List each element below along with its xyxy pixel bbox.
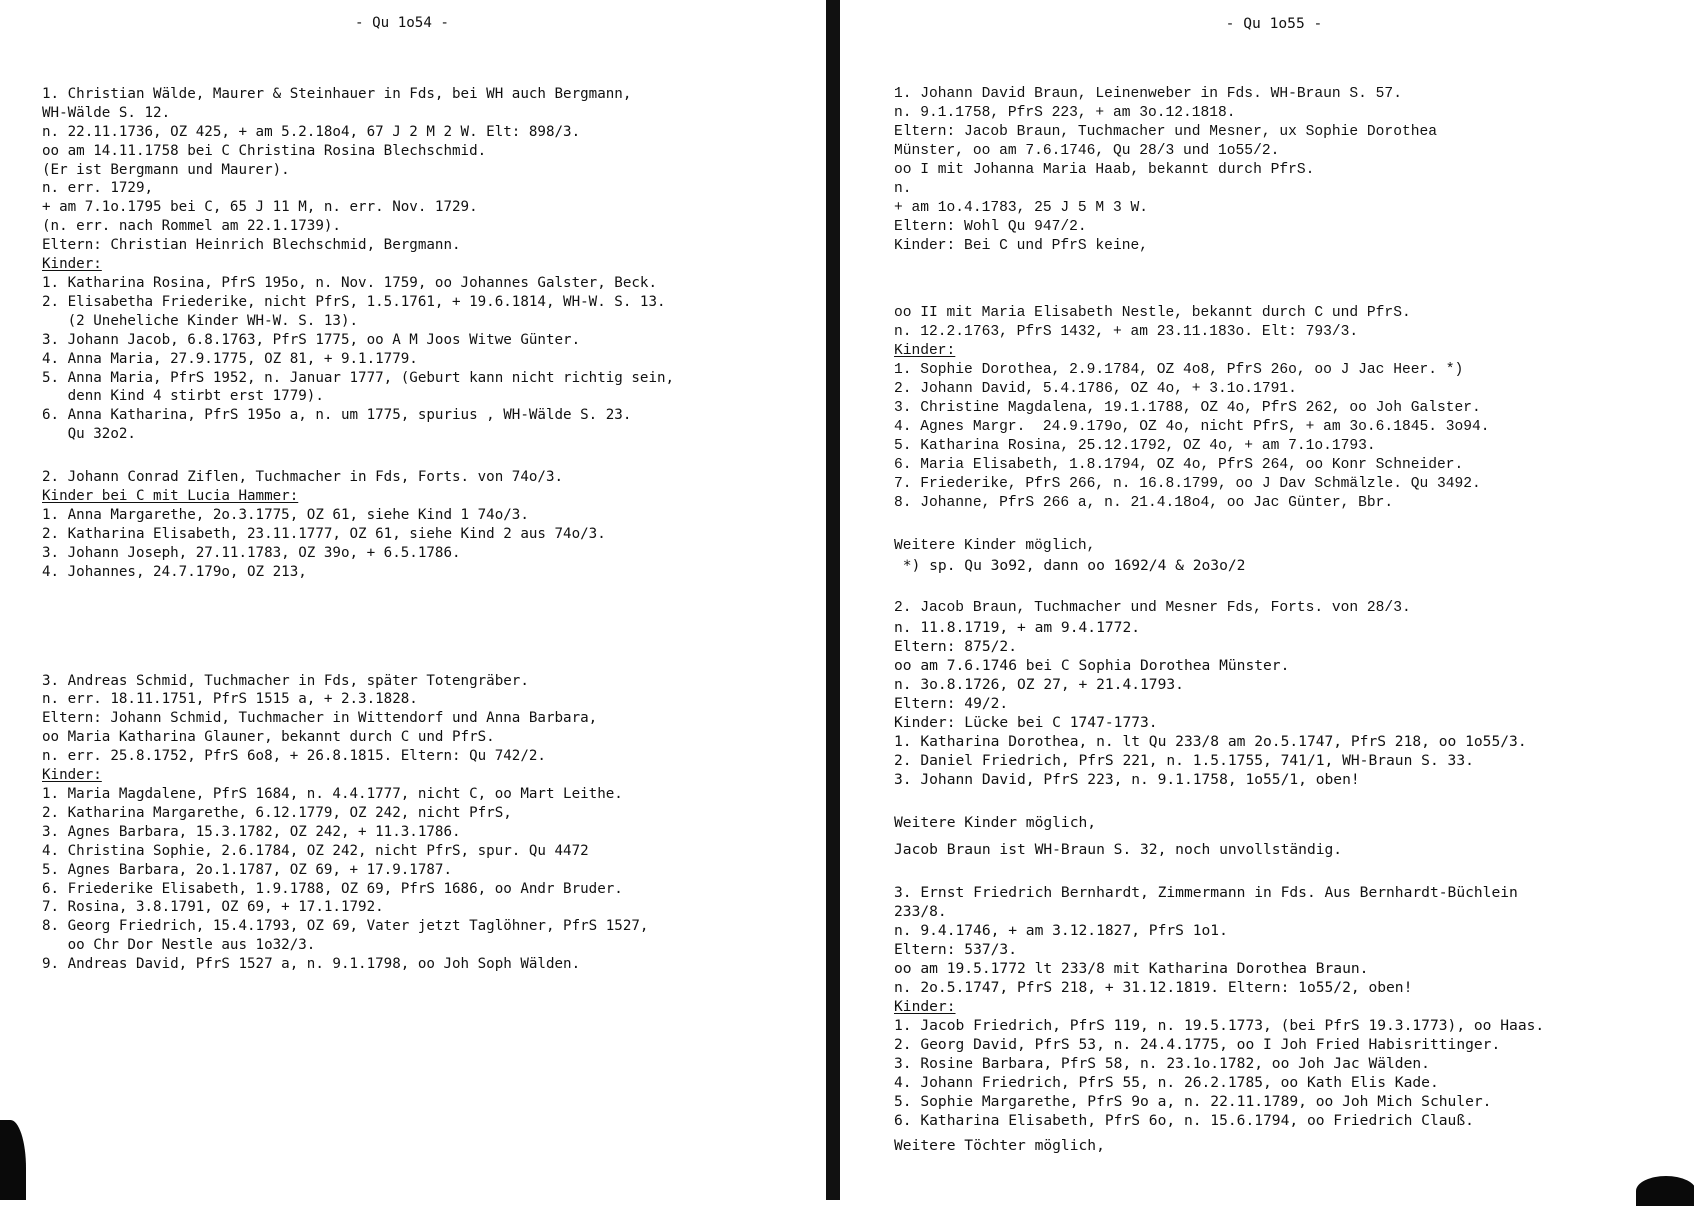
- text-line: (n. err. nach Rommel am 22.1.1739).: [42, 218, 341, 235]
- scan-shadow: [1636, 1176, 1694, 1206]
- child-line: 1. Katharina Rosina, PfrS 195o, n. Nov. 1759, oo Johannes Galster, Beck.: [42, 274, 657, 291]
- child-line: 6. Katharina Elisabeth, PfrS 6o, n. 15.6.1794, oo Friedrich Clauß.: [894, 1112, 1474, 1129]
- text-line: oo am 19.5.1772 lt 233/8 mit Katharina Dorothea Braun.: [894, 960, 1369, 977]
- entry-heading: 1. Christian Wälde, Maurer & Steinhauer in Fds, bei WH auch Bergmann,: [42, 85, 632, 102]
- text-line: n. 2o.5.1747, PfrS 218, + 31.12.1819. Eltern: 1o55/2, oben!: [894, 979, 1413, 996]
- child-line: 2. Johann David, 5.4.1786, OZ 4o, + 3.1o.1791.: [894, 381, 1297, 397]
- entry-heading: 2. Johann Conrad Ziflen, Tuchmacher in Fds, Forts. von 74o/3.: [42, 469, 564, 486]
- spacer: [42, 444, 826, 468]
- text-line: n. err. 25.8.1752, PfrS 6o8, + 26.8.1815. Eltern: Qu 742/2.: [42, 748, 546, 765]
- entry-1: [42, 85, 826, 444]
- footnote: *) sp. Qu 3o92, dann oo 1692/4 & 2o3o/2: [894, 557, 1246, 574]
- child-line: 6. Anna Katharina, PfrS 195o a, n. um 1775, spurius , WH-Wälde S. 23.: [42, 407, 632, 424]
- text-line: 233/8.: [894, 903, 947, 920]
- child-line: (2 Uneheliche Kinder WH-W. S. 13).: [42, 312, 359, 329]
- text-line: (Er ist Bergmann und Maurer).: [42, 161, 290, 178]
- text-line: n. 9.1.1758, PfrS 223, + am 3o.12.1818.: [894, 105, 1236, 121]
- entry-2: [894, 599, 1694, 618]
- text-line: Eltern: 49/2.: [894, 695, 1009, 712]
- child-line: 2. Daniel Friedrich, PfrS 221, n. 1.5.1755, 741/1, WH-Braun S. 33.: [894, 752, 1474, 769]
- spacer: [894, 832, 1694, 840]
- text-line: Eltern: 537/3.: [894, 941, 1018, 958]
- text-line: Weitere Kinder möglich,: [894, 538, 1096, 554]
- text-line: WH-Wälde S. 12.: [42, 104, 171, 121]
- text-line: n. err. 1729,: [42, 180, 154, 197]
- child-line: 2. Katharina Margarethe, 6.12.1779, OZ 242, nicht PfrS,: [42, 804, 512, 821]
- text-line: Eltern: 875/2.: [894, 638, 1018, 655]
- child-line: 5. Anna Maria, PfrS 1952, n. Januar 1777, (Geburt kann nicht richtig sein,: [42, 369, 675, 386]
- left-page: [0, 0, 826, 1200]
- kinder-label: Kinder bei C mit Lucia Hammer:: [42, 488, 299, 505]
- text-line: oo II mit Maria Elisabeth Nestle, bekannt durch C und PfrS.: [894, 305, 1411, 321]
- entry-3: [894, 883, 1694, 1155]
- child-line: 3. Agnes Barbara, 15.3.1782, OZ 242, + 11.3.1786.: [42, 823, 461, 840]
- child-line: 8. Georg Friedrich, 15.4.1793, OZ 69, Vater jetzt Taglöhner, PfrS 1527,: [42, 918, 649, 935]
- page-gutter: [826, 0, 840, 1200]
- child-line: 3. Johann Jacob, 6.8.1763, PfrS 1775, oo A M Joos Witwe Günter.: [42, 331, 581, 348]
- text-line: + am 7.1o.1795 bei C, 65 J 11 M, n. err. Nov. 1729.: [42, 199, 478, 216]
- child-line: 3. Johann Joseph, 27.11.1783, OZ 39o, + 6.5.1786.: [42, 544, 461, 561]
- text-line: Münster, oo am 7.6.1746, Qu 28/3 und 1o55/2.: [894, 143, 1280, 159]
- child-line: 4. Anna Maria, 27.9.1775, OZ 81, + 9.1.1779.: [42, 350, 418, 367]
- text-line: oo am 14.11.1758 bei C Christina Rosina Blechschmid.: [42, 142, 487, 159]
- child-line: Qu 32o2.: [42, 426, 136, 443]
- text-line: Eltern: Christian Heinrich Blechschmid, Bergmann.: [42, 237, 461, 254]
- child-line: 5. Katharina Rosina, 25.12.1792, OZ 4o, + am 7.1o.1793.: [894, 438, 1376, 454]
- text-line: n. 11.8.1719, + am 9.4.1772.: [894, 619, 1141, 636]
- child-line: 3. Rosine Barbara, PfrS 58, n. 23.1o.1782, oo Joh Jac Wälden.: [894, 1055, 1430, 1072]
- kinder-label: Kinder: Lücke bei C 1747-1773.: [894, 714, 1158, 731]
- entry-2-details: [894, 618, 1694, 883]
- child-line: 4. Johann Friedrich, PfrS 55, n. 26.2.1785, oo Kath Elis Kade.: [894, 1074, 1439, 1091]
- text-line: Eltern: Johann Schmid, Tuchmacher in Wittendorf und Anna Barbara,: [42, 710, 598, 727]
- child-line: 6. Friederike Elisabeth, 1.9.1788, OZ 69, PfrS 1686, oo Andr Bruder.: [42, 880, 623, 897]
- entry-heading: 3. Andreas Schmid, Tuchmacher in Fds, später Totengräber.: [42, 672, 529, 689]
- text-line: + am 1o.4.1783, 25 J 5 M 3 W.: [894, 200, 1148, 216]
- entry-heading: 3. Ernst Friedrich Bernhardt, Zimmermann in Fds. Aus Bernhardt-Büchlein: [894, 884, 1518, 901]
- spacer: [42, 582, 826, 630]
- text-line: n.: [894, 181, 912, 197]
- child-line: 1. Jacob Friedrich, PfrS 119, n. 19.5.1773, (bei PfrS 19.3.1773), oo Haas.: [894, 1017, 1545, 1034]
- child-line: 9. Andreas David, PfrS 1527 a, n. 9.1.1798, oo Joh Soph Wälden.: [42, 956, 581, 973]
- text-line: n. 22.11.1736, OZ 425, + am 5.2.18o4, 67 J 2 M 2 W. Elt: 898/3.: [42, 123, 581, 140]
- spacer: [42, 630, 826, 672]
- child-line: denn Kind 4 stirbt erst 1779).: [42, 388, 324, 405]
- text-line: n. 3o.8.1726, OZ 27, + 21.4.1793.: [894, 676, 1184, 693]
- child-line: 8. Johanne, PfrS 266 a, n. 21.4.18o4, oo Jac Günter, Bbr.: [894, 495, 1394, 511]
- child-line: 1. Sophie Dorothea, 2.9.1784, OZ 4o8, PfrS 26o, oo J Jac Heer. *): [894, 362, 1464, 378]
- text-line: oo I mit Johanna Maria Haab, bekannt durch PfrS.: [894, 162, 1315, 178]
- child-line: 1. Katharina Dorothea, n. lt Qu 233/8 am 2o.5.1747, PfrS 218, oo 1o55/3.: [894, 733, 1527, 750]
- page-number: - Qu 1o54 -: [355, 15, 449, 31]
- spacer: [894, 859, 1694, 883]
- child-line: 4. Johannes, 24.7.179o, OZ 213,: [42, 563, 307, 580]
- spacer: [894, 513, 1694, 537]
- child-line: 4. Christina Sophie, 2.6.1784, OZ 242, nicht PfrS, spur. Qu 4472: [42, 842, 589, 859]
- entry-3: [42, 672, 826, 975]
- child-line: 7. Friederike, PfrS 266, n. 16.8.1799, oo J Dav Schmälzle. Qu 3492.: [894, 476, 1481, 492]
- child-line: oo Chr Dor Nestle aus 1o32/3.: [42, 937, 316, 954]
- entry-1-marriage-2: [894, 304, 1694, 556]
- kinder-label: Kinder:: [894, 343, 956, 359]
- child-line: 1. Anna Margarethe, 2o.3.1775, OZ 61, siehe Kind 1 74o/3.: [42, 506, 529, 523]
- entry-heading: 1. Johann David Braun, Leinenweber in Fds. WH-Braun S. 57.: [894, 86, 1402, 102]
- text-line: oo Maria Katharina Glauner, bekannt durch C und PfrS.: [42, 729, 495, 746]
- spacer: [894, 575, 1694, 599]
- child-line: 2. Katharina Elisabeth, 23.11.1777, OZ 61, siehe Kind 2 aus 74o/3.: [42, 525, 606, 542]
- text-line: Eltern: Jacob Braun, Tuchmacher und Mesner, ux Sophie Dorothea: [894, 124, 1437, 140]
- page-number: - Qu 1o55 -: [1225, 15, 1323, 32]
- child-line: 3. Johann David, PfrS 223, n. 9.1.1758, 1o55/1, oben!: [894, 771, 1360, 788]
- text-line: Jacob Braun ist WH-Braun S. 32, noch unvollständig.: [894, 841, 1343, 858]
- child-line: 7. Rosina, 3.8.1791, OZ 69, + 17.1.1792.: [42, 899, 384, 916]
- child-line: 5. Agnes Barbara, 2o.1.1787, OZ 69, + 17.9.1787.: [42, 861, 452, 878]
- text-line: n. 12.2.1763, PfrS 1432, + am 23.11.183o. Elt: 793/3.: [894, 324, 1359, 340]
- text-line: Eltern: Wohl Qu 947/2.: [894, 219, 1087, 235]
- child-line: 3. Christine Magdalena, 19.1.1788, OZ 4o, PfrS 262, oo Joh Galster.: [894, 400, 1481, 416]
- text-line: n. err. 18.11.1751, PfrS 1515 a, + 2.3.1828.: [42, 691, 418, 708]
- kinder-label: Kinder:: [42, 256, 102, 273]
- child-line: 2. Elisabetha Friederike, nicht PfrS, 1.5.1761, + 19.6.1814, WH-W. S. 13.: [42, 293, 666, 310]
- entry-2: [42, 468, 826, 581]
- spacer: [894, 789, 1694, 813]
- child-line: 1. Maria Magdalene, PfrS 1684, n. 4.4.1777, nicht C, oo Mart Leithe.: [42, 786, 623, 802]
- kinder-label: Kinder:: [894, 998, 956, 1015]
- child-line: 5. Sophie Margarethe, PfrS 9o a, n. 22.11.1789, oo Joh Mich Schuler.: [894, 1093, 1492, 1110]
- text-line: Kinder: Bei C und PfrS keine,: [894, 238, 1148, 254]
- spacer: [894, 256, 1694, 304]
- text-line: n. 9.4.1746, + am 3.12.1827, PfrS 1o1.: [894, 922, 1228, 939]
- child-line: 6. Maria Elisabeth, 1.8.1794, OZ 4o, PfrS 264, oo Konr Schneider.: [894, 457, 1464, 473]
- text-line: oo am 7.6.1746 bei C Sophia Dorothea Münster.: [894, 657, 1290, 674]
- text-line: Weitere Kinder möglich,: [894, 814, 1097, 831]
- entry-heading: 2. Jacob Braun, Tuchmacher und Mesner Fds, Forts. von 28/3.: [894, 600, 1411, 616]
- entry-1: [894, 85, 1694, 256]
- right-page: [840, 0, 1694, 1200]
- text-line: Weitere Töchter möglich,: [894, 1137, 1105, 1154]
- child-line: 2. Georg David, PfrS 53, n. 24.4.1775, oo I Joh Fried Habisrittinger.: [894, 1036, 1501, 1053]
- kinder-label: Kinder:: [42, 767, 102, 784]
- child-line: 4. Agnes Margr. 24.9.179o, OZ 4o, nicht PfrS, + am 3o.6.1845. 3o94.: [894, 419, 1490, 435]
